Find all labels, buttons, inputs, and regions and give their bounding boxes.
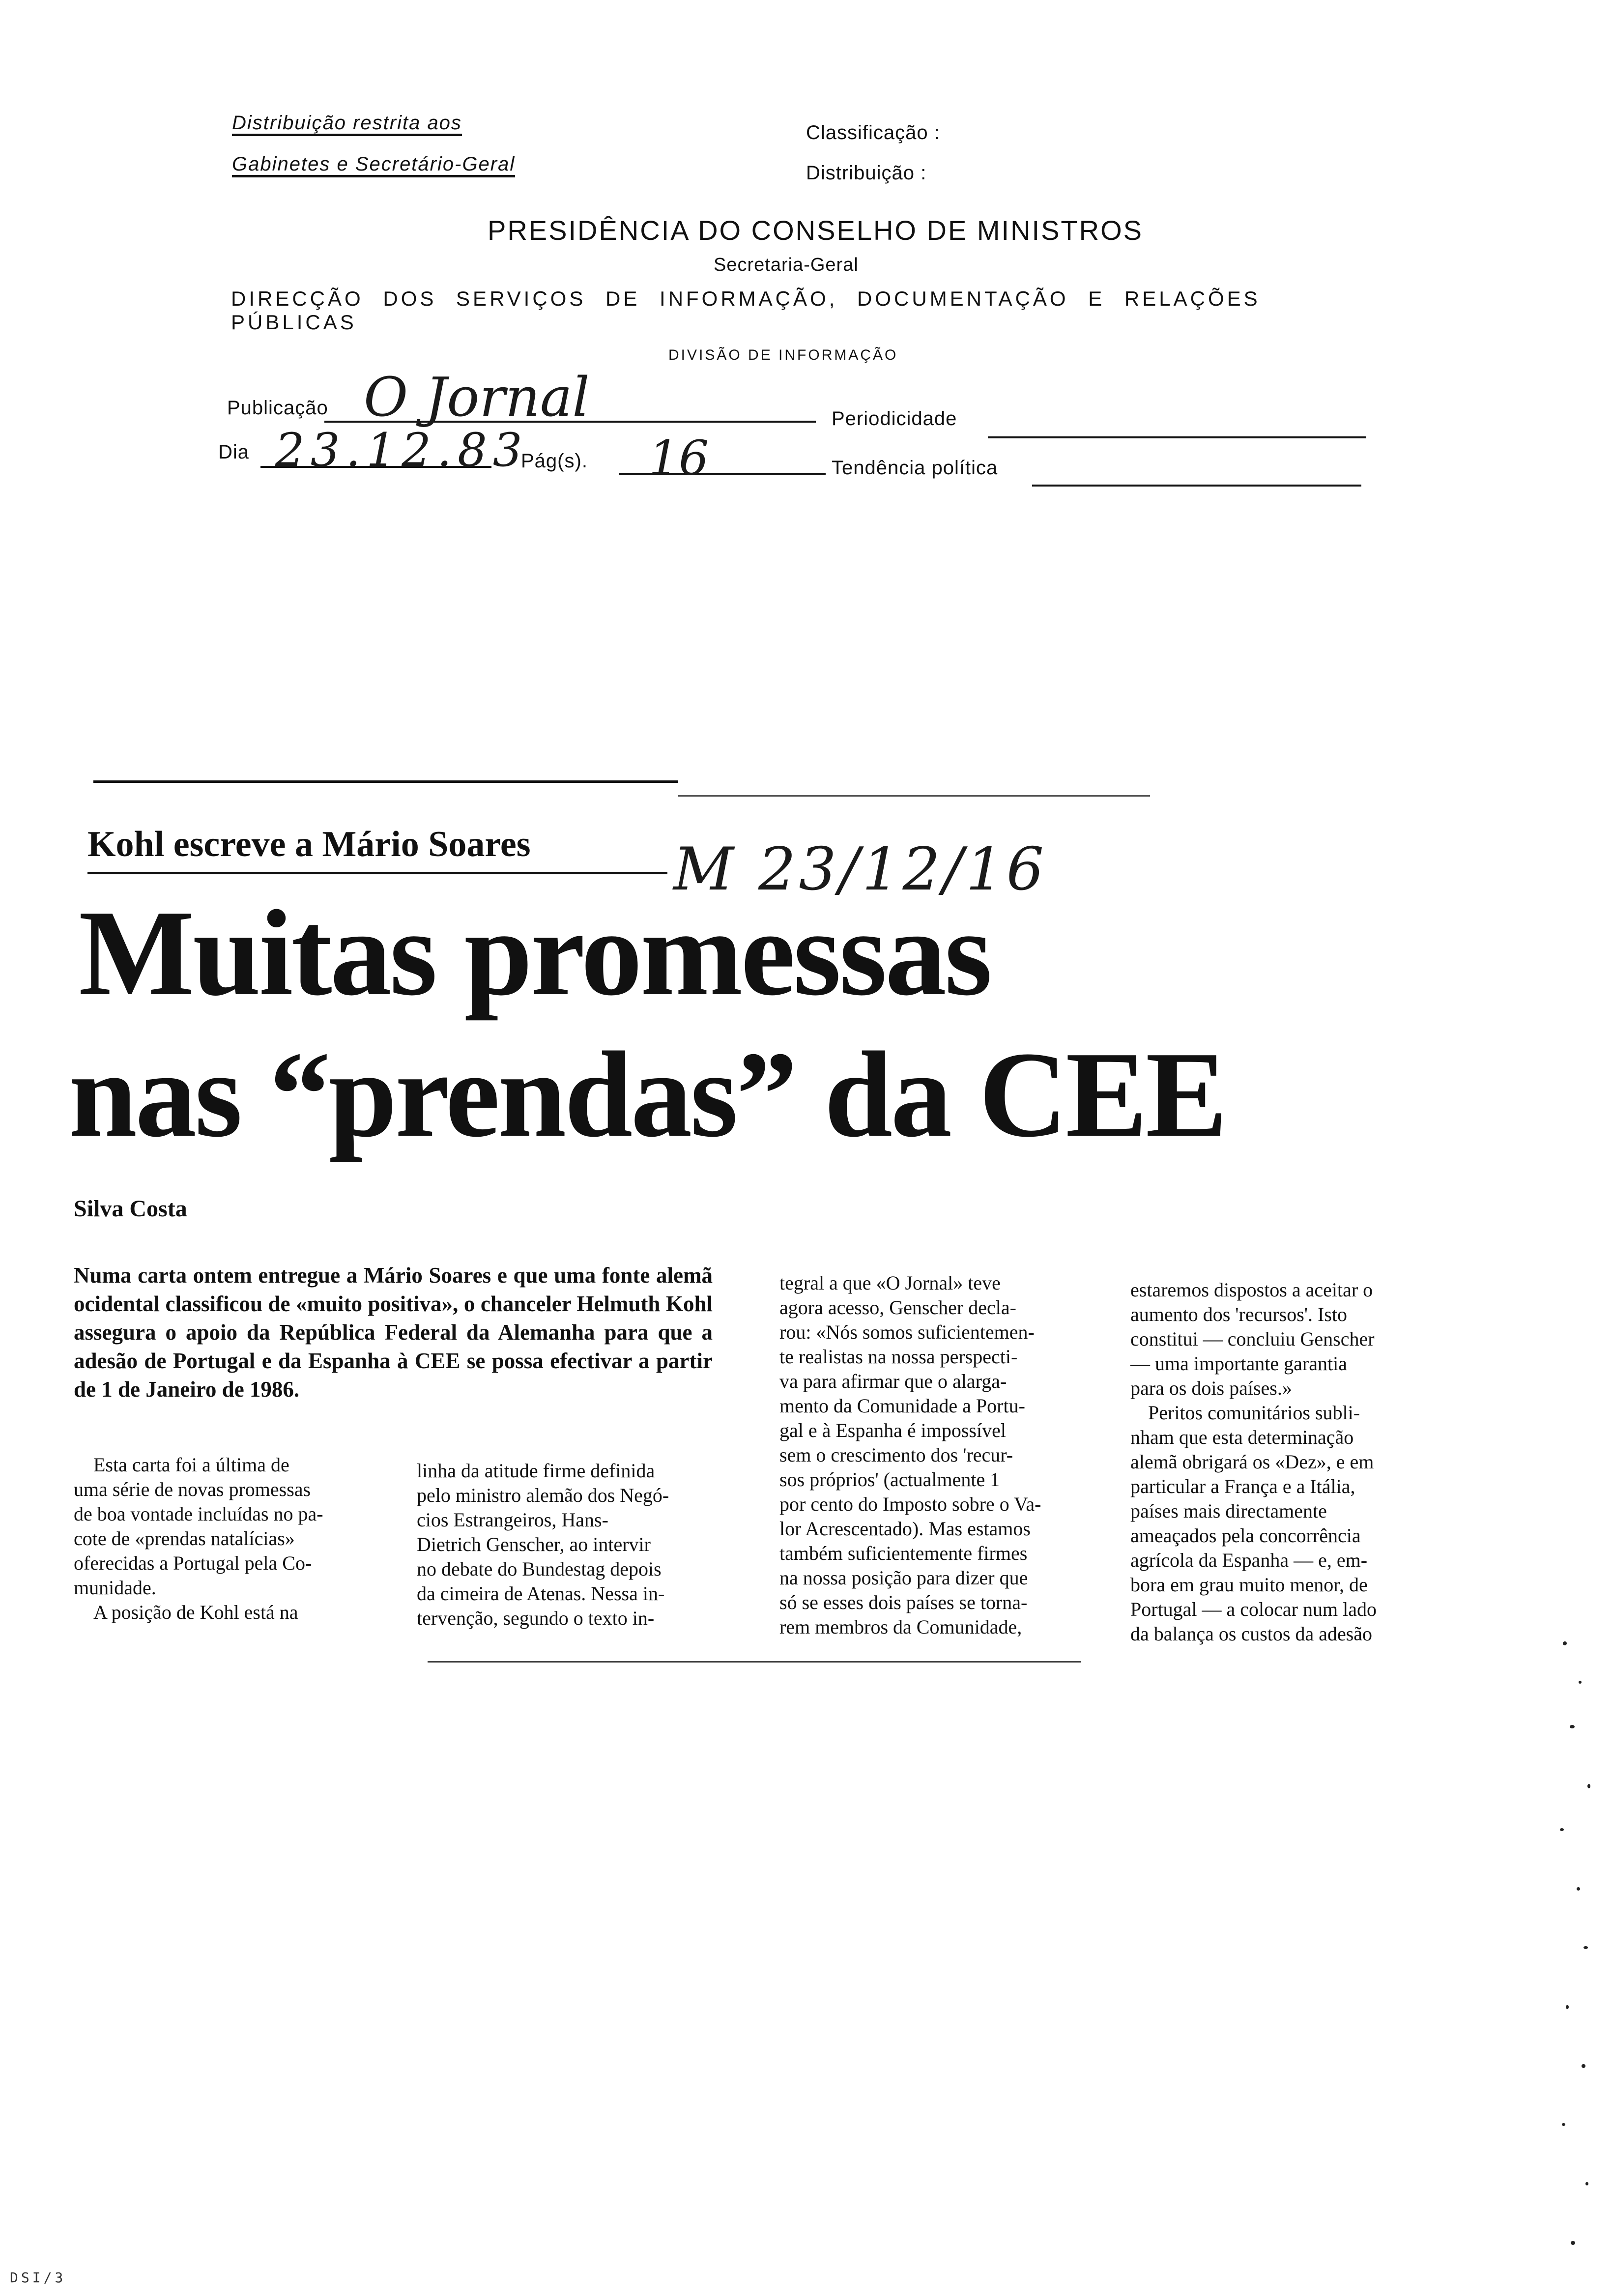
col4-line: — uma importante garantia [1130, 1352, 1347, 1375]
col3-line: rou: «Nós somos suficientemen- [779, 1321, 1035, 1343]
col3-line: gal e à Espanha é impossível [779, 1419, 1006, 1441]
scan-edge-noise [1553, 1622, 1597, 2280]
pags-label: Pág(s). [521, 450, 588, 472]
periodicidade-label: Periodicidade [832, 408, 957, 430]
col4-line: ameaçados pela concorrência [1130, 1524, 1361, 1547]
col4-line: Portugal — a colocar num lado [1130, 1598, 1377, 1620]
clipping-rule-bottom [428, 1661, 1081, 1663]
col1-line: Esta carta foi a última de [93, 1454, 289, 1476]
col3-line: sem o crescimento dos 'recur- [779, 1444, 1013, 1466]
col3-line: na nossa posição para dizer que [779, 1567, 1028, 1589]
col2-line: pelo ministro alemão dos Negó- [417, 1484, 669, 1506]
kicker-underline [87, 872, 667, 874]
col4-line: alemã obrigará os «Dez», e em [1130, 1451, 1374, 1473]
distribuicao-label: Distribuição : [806, 162, 927, 184]
divisao-informacao: DIVISÃO DE INFORMAÇÃO [668, 347, 898, 363]
col2-line: Dietrich Genscher, ao intervir [417, 1533, 651, 1555]
col4-line: da balança os custos da adesão [1130, 1623, 1373, 1645]
column-2 [417, 1459, 756, 1631]
col4-line: agrícola da Espanha — e, em- [1130, 1549, 1368, 1571]
col1-line: munidade. [74, 1577, 156, 1599]
col3-line: rem membros da Comunidade, [779, 1616, 1022, 1638]
direccao-servicos: DIRECÇÃO DOS SERVIÇOS DE INFORMAÇÃO, DOCUMENTAÇÃO E RELAÇÕES PÚBLICAS [231, 287, 1261, 334]
tendencia-line [1032, 485, 1361, 487]
article-byline: Silva Costa [74, 1196, 187, 1222]
footer-code: DSI/3 [10, 2269, 66, 2286]
col2-line: da cimeira de Atenas. Nessa in- [417, 1582, 665, 1605]
pags-handwritten: 16 [649, 430, 709, 486]
col4-line: Peritos comunitários subli- [1148, 1402, 1360, 1424]
handwritten-reference: M 23/12/16 [673, 835, 1047, 904]
publicacao-label: Publicação [227, 397, 328, 419]
col3-line: sos próprios' (actualmente 1 [779, 1468, 1000, 1491]
col4-line: países mais directamente [1130, 1500, 1327, 1522]
classificacao-label: Classificação : [806, 122, 940, 144]
col4-line: constitui — concluiu Genscher [1130, 1328, 1375, 1350]
article-kicker: Kohl escreve a Mário Soares [87, 824, 531, 864]
col2-line: tervenção, segundo o texto in- [417, 1607, 655, 1629]
column-4 [1130, 1278, 1455, 1646]
col1-line: de boa vontade incluídas no pa- [74, 1503, 323, 1525]
col3-line: só se esses dois países se torna- [779, 1591, 1028, 1613]
col1-line: oferecidas a Portugal pela Co- [74, 1552, 312, 1574]
clipping-rule-top-right [678, 795, 1150, 797]
col2-line: cios Estrangeiros, Hans- [417, 1509, 608, 1531]
col4-line: particular a França e a Itália, [1130, 1475, 1355, 1497]
periodicidade-line [988, 436, 1366, 438]
distribution-note-line2: Gabinetes e Secretário-Geral [232, 153, 515, 175]
col1-line: uma série de novas promessas [74, 1478, 311, 1500]
col3-line: va para afirmar que o alarga- [779, 1370, 1007, 1392]
distribution-note-line1: Distribuição restrita aos [232, 112, 462, 134]
col3-line: lor Acrescentado). Mas estamos [779, 1518, 1031, 1540]
col2-line: linha da atitude firme definida [417, 1460, 655, 1482]
col3-line: agora acesso, Genscher decla- [779, 1296, 1016, 1319]
clipping-rule-top [93, 780, 678, 783]
col3-line: por cento do Imposto sobre o Va- [779, 1493, 1041, 1515]
column-3 [779, 1271, 1104, 1639]
col3-line: também suficientemente firmes [779, 1542, 1028, 1564]
col4-line: estaremos dispostos a aceitar o [1130, 1279, 1373, 1301]
secretaria-geral: Secretaria-Geral [714, 255, 859, 275]
col2-line: no debate do Bundestag depois [417, 1558, 662, 1580]
col4-line: aumento dos 'recursos'. Isto [1130, 1303, 1347, 1325]
tendencia-label: Tendência política [832, 457, 998, 479]
col3-line: mento da Comunidade a Portu- [779, 1395, 1025, 1417]
col4-line: nham que esta determinação [1130, 1426, 1354, 1448]
dia-label: Dia [218, 441, 250, 463]
col4-line: bora em grau muito menor, de [1130, 1574, 1368, 1596]
col3-line: tegral a que «O Jornal» teve [779, 1272, 1001, 1294]
column-1 [74, 1453, 388, 1625]
headline-line1: Muitas promessas [79, 885, 991, 1021]
dia-handwritten: 23.12.83 [275, 424, 528, 477]
article-lead: Numa carta ontem entregue a Mário Soares e que uma fonte alemã ocidental classificou de «muito positiva», o chanceler Helmuth Kohl assegura o apoio da República Federal da Alemanha para que a adesão de Portugal e da Espanha à CEE se possa efectivar a partir de 1 de Janeiro de 1986. [74, 1263, 713, 1402]
presidencia-title: PRESIDÊNCIA DO CONSELHO DE MINISTROS [488, 215, 1143, 246]
headline-line2: nas “prendas” da CEE [69, 1027, 1226, 1163]
col1-line: A posição de Kohl está na [93, 1601, 298, 1623]
col4-line: para os dois países.» [1130, 1377, 1292, 1399]
col3-line: te realistas na nossa perspecti- [779, 1346, 1018, 1368]
col1-line: cote de «prendas natalícias» [74, 1527, 295, 1550]
publicacao-handwritten: O Jornal [364, 366, 590, 429]
